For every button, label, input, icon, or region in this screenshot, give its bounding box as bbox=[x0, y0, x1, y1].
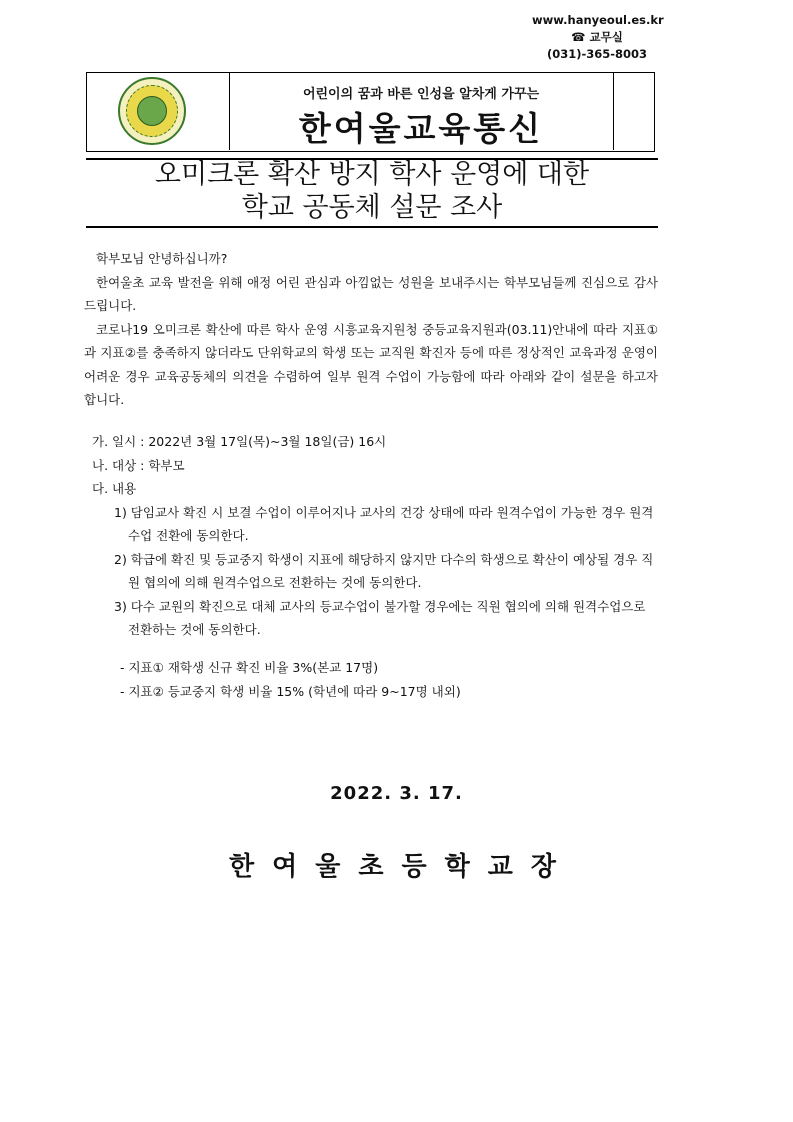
slogan: 어린이의 꿈과 바른 인성을 알차게 가꾸는 bbox=[302, 87, 540, 102]
note-indicator-2: - 지표② 등교중지 학생 비율 15% (학년에 따라 9~17명 내외) bbox=[120, 683, 461, 699]
letter-body bbox=[84, 247, 658, 412]
website-text: www.hanyeoul.es.kr bbox=[532, 13, 664, 27]
masthead bbox=[229, 73, 614, 150]
survey-details bbox=[92, 430, 658, 642]
school-seal-icon bbox=[118, 77, 186, 145]
item-target: 나. 대상 : 학부모 bbox=[92, 457, 185, 473]
greeting: 학부모님 안녕하십니까? bbox=[96, 251, 228, 266]
content-item-3: 3) 다수 교원의 확진으로 대체 교사의 등교수업이 불가할 경우에는 직원 협의에 의해 원격수업으로 전환하는 것에 동의한다. bbox=[114, 598, 646, 637]
title-line-1: 오미크론 확산 방지 학사 운영에 대한 bbox=[154, 159, 590, 190]
note-indicator-1: - 지표① 재학생 신규 확진 비율 3%(본교 17명) bbox=[120, 660, 379, 675]
item-schedule: 가. 일시 : 2022년 3월 17일(목)~3월 18일(금) 16시 bbox=[92, 434, 387, 449]
item-content: 다. 내용 bbox=[92, 481, 137, 496]
paragraph-thanks: 한여울초 교육 발전을 위해 애정 어린 관심과 아낌없는 성원을 보내주시는 학부모님들께 진심으로 감사드립니다. bbox=[84, 274, 658, 313]
logo-cell bbox=[87, 73, 230, 150]
title-bottom-rule bbox=[86, 226, 658, 228]
content-item-1: 1) 담임교사 확진 시 보결 수업이 이루어지나 교사의 건강 상태에 따라 원격수업이 가능한 경우 원격수업 전환에 동의한다. bbox=[114, 504, 654, 543]
content-item-2: 2) 학급에 확진 및 등교중지 학생이 지표에 해당하지 않지만 다수의 학생으로 확산이 예상될 경우 직원 협의에 의해 원격수업으로 전환하는 것에 동의한다. bbox=[114, 551, 654, 590]
office-text: ☎ 교무실 bbox=[571, 30, 623, 44]
document-date: 2022. 3. 17. bbox=[330, 783, 463, 804]
indicator-notes bbox=[120, 656, 461, 703]
newsletter-header bbox=[86, 72, 655, 152]
paragraph-purpose: 코로나19 오미크론 확산에 따른 학사 운영 시흥교육지원청 중등교육지원과(03.11)안내에 따라 지표①과 지표②를 충족하지 않더라도 단위학교의 학생 또는 교직원 확진자 등에 따른 정상적인 교육과정 운영이 어려운 경우 교육공동체의 의견을 수렴하여 일부 원격 수업이 가능함에 따라 아래와 같이 설문을 하고자 합니다. bbox=[84, 321, 658, 407]
title-line-2: 학교 공동체 설문 조사 bbox=[241, 192, 503, 223]
newsletter-name: 한여울교육통신 bbox=[298, 109, 544, 148]
phone-text: (031)-365-8003 bbox=[546, 47, 648, 61]
contact-info bbox=[532, 12, 662, 63]
signer: 한여울초등학교장 bbox=[229, 852, 574, 882]
document-title bbox=[86, 158, 658, 224]
